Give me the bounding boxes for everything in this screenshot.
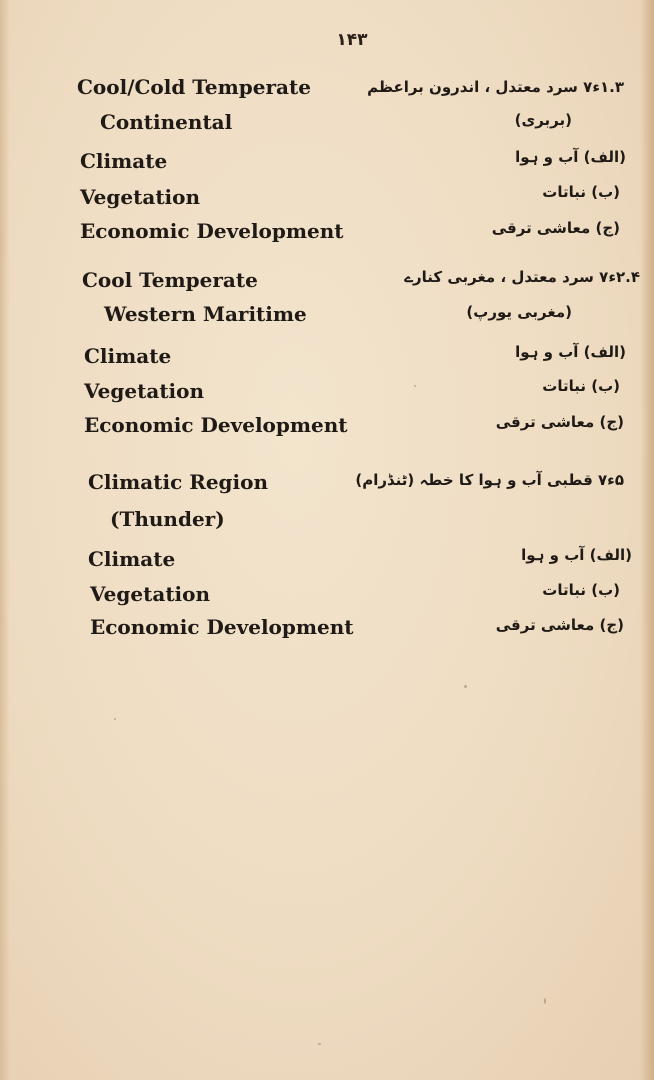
section-2-item-vegetation-en: Vegetation <box>84 379 205 403</box>
section-3-heading-en-line-2: (Thunder) <box>110 507 225 531</box>
section-3-heading-ur-line-1: ۵ء۷ قطبی آب و ہوا کا خطہ (ٹنڈرام) <box>355 471 624 489</box>
section-1-item-climate-ur: (الف) آب و ہوا <box>515 148 626 166</box>
paper-speck <box>114 718 116 720</box>
section-1-item-economic-en: Economic Development <box>80 219 344 243</box>
section-1-heading-ur-line-1: ۱.۳ء۷ سرد معتدل ، اندرون براعظم <box>367 78 624 96</box>
section-1-item-economic-ur: (ج) معاشی ترقی <box>491 219 620 237</box>
section-2-heading-en-line-1: Cool Temperate <box>82 268 258 292</box>
section-3-heading-en-line-1: Climatic Region <box>88 470 269 494</box>
section-1-item-vegetation-ur: (ب) نباتات <box>542 183 620 201</box>
section-2-item-climate-en: Climate <box>84 344 172 368</box>
section-1-heading-ur-line-2: (بربری) <box>514 111 572 129</box>
section-3-item-economic-ur: (ج) معاشی ترقی <box>495 616 624 634</box>
section-3-item-vegetation-en: Vegetation <box>90 582 211 606</box>
page-number: ۱۴۳ <box>336 30 368 50</box>
section-2-item-climate-ur: (الف) آب و ہوا <box>515 343 626 361</box>
paper-speck <box>464 685 467 688</box>
section-2-heading-ur-line-1: ۲.۴ء۷ سرد معتدل ، مغربی کنارے <box>404 268 640 286</box>
section-2-heading-en-line-2: Western Maritime <box>104 302 307 326</box>
paper-speck <box>414 385 416 387</box>
paper-speck <box>318 1043 321 1045</box>
section-2-item-economic-ur: (ج) معاشی ترقی <box>495 413 624 431</box>
section-1-heading-en-line-1: Cool/Cold Temperate <box>77 75 311 99</box>
section-2-heading-ur-line-2: (مغربی یورپ) <box>466 303 572 321</box>
section-3-item-climate-ur: (الف) آب و ہوا <box>521 546 632 564</box>
section-3-item-economic-en: Economic Development <box>90 615 354 639</box>
section-1-item-vegetation-en: Vegetation <box>80 185 201 209</box>
section-2-item-vegetation-ur: (ب) نباتات <box>542 377 620 395</box>
page-edge-shadow-right <box>640 0 654 1080</box>
section-1-item-climate-en: Climate <box>80 149 168 173</box>
page-edge-shadow-left <box>0 0 10 1080</box>
section-3-item-vegetation-ur: (ب) نباتات <box>542 581 620 599</box>
section-2-item-economic-en: Economic Development <box>84 413 348 437</box>
section-1-heading-en-line-2: Continental <box>100 110 233 134</box>
section-3-item-climate-en: Climate <box>88 547 176 571</box>
paper-speck <box>544 998 546 1004</box>
